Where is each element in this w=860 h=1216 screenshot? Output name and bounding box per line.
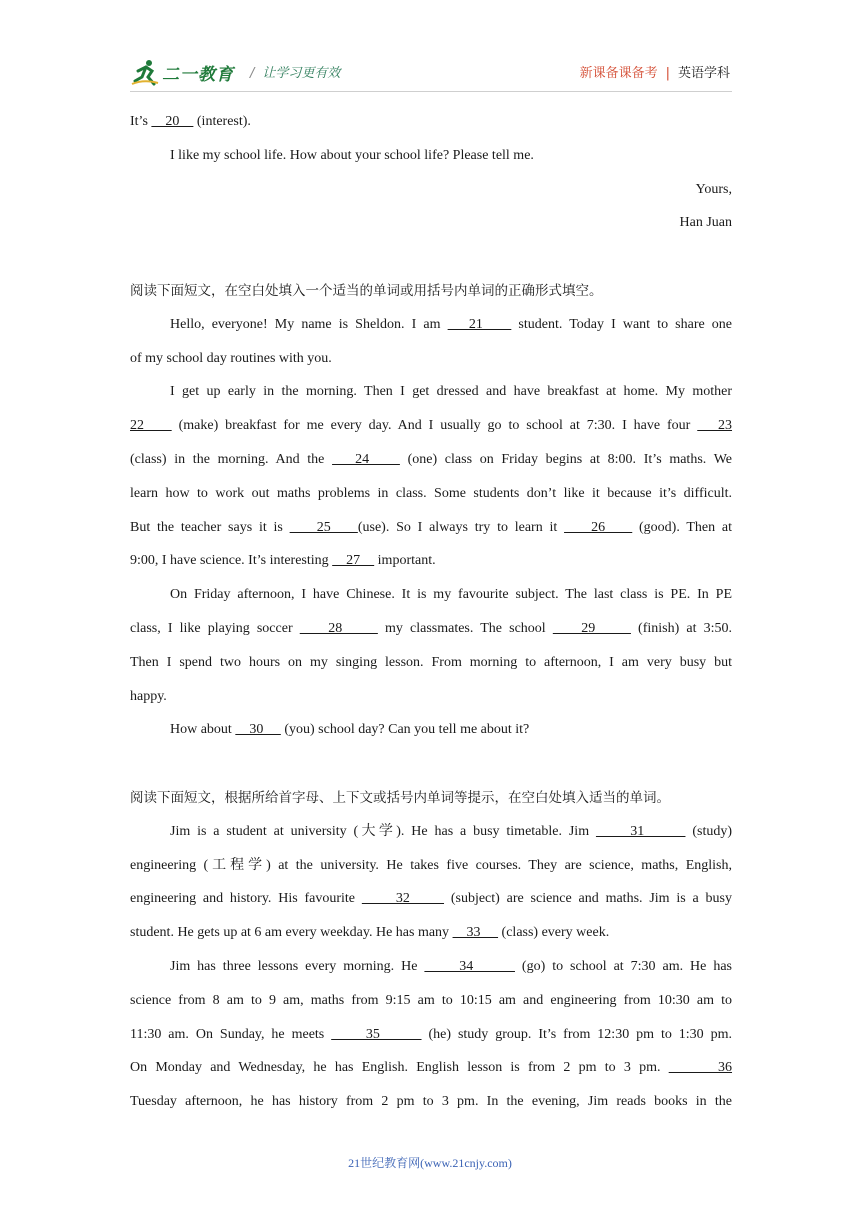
text-line bbox=[130, 1056, 732, 1090]
answer-blank: 28 bbox=[299, 620, 378, 636]
tag-right: 英语学科 bbox=[677, 66, 730, 81]
slogan-text: 让学习更有效 bbox=[262, 66, 341, 81]
text-run: Jim has three lessons every morning. He bbox=[170, 958, 425, 974]
text-run: (you) school day? Can you tell me about it? bbox=[280, 722, 530, 738]
logo bbox=[130, 52, 234, 92]
answer-blank: 36 bbox=[668, 1060, 733, 1076]
text-run: (one) class on Friday begins at 8:00. It’s maths. We bbox=[399, 451, 733, 467]
text-run: Yours, bbox=[695, 181, 732, 197]
text-line bbox=[130, 685, 732, 719]
answer-blank: 27 bbox=[332, 553, 375, 569]
text-run: (use). So I always try to learn it bbox=[357, 519, 565, 535]
text-run: student. He gets up at 6 am every weekday. He has many bbox=[130, 925, 453, 941]
text-run: of my school day routines with you. bbox=[130, 350, 332, 366]
page-footer: 21世纪教育网(www.21cnjy.com) bbox=[348, 1156, 512, 1170]
text-line bbox=[130, 313, 732, 347]
spacer bbox=[130, 752, 732, 786]
document-body bbox=[130, 110, 732, 1124]
text-line bbox=[130, 651, 732, 685]
text-run: (class) every week. bbox=[498, 925, 610, 941]
text-run: On Monday and Wednesday, he has English. English lesson is from 2 pm to 3 pm. bbox=[130, 1060, 669, 1076]
answer-blank: 26 bbox=[564, 519, 633, 535]
text-run: (go) to school at 7:30 am. He has bbox=[514, 958, 732, 974]
text-line bbox=[130, 1090, 732, 1124]
text-run: (subject) are science and maths. Jim is a busy bbox=[444, 891, 733, 907]
answer-blank: 20 bbox=[151, 114, 194, 129]
text-run: important. bbox=[374, 553, 436, 569]
section-instruction bbox=[130, 786, 732, 820]
page-header bbox=[130, 52, 730, 92]
text-line bbox=[130, 482, 732, 516]
answer-blank: 30 bbox=[235, 722, 281, 738]
text-run: Jim is a student at university (大学). He has a busy timetable. Jim bbox=[170, 823, 596, 839]
text-line bbox=[130, 549, 732, 583]
answer-blank: 23 bbox=[697, 418, 733, 434]
answer-blank: 29 bbox=[552, 620, 631, 636]
text-run: Tuesday afternoon, he has history from 2 pm to 3 pm. In the evening, Jim reads books in the bbox=[130, 1094, 732, 1110]
text-line bbox=[130, 211, 732, 245]
spacer bbox=[130, 245, 732, 279]
text-run: (he) study group. It’s from 12:30 pm to 1:30 pm. bbox=[421, 1026, 733, 1042]
section-instruction bbox=[130, 279, 732, 313]
answer-blank: 24 bbox=[332, 451, 400, 467]
answer-blank: 21 bbox=[447, 316, 512, 332]
text-line bbox=[130, 718, 732, 752]
answer-blank: 22 bbox=[130, 418, 172, 434]
text-run: On Friday afternoon, I have Chinese. It is my favourite subject. The last class is PE. In PE bbox=[170, 587, 732, 603]
text-line bbox=[130, 414, 732, 448]
answer-blank: 33 bbox=[452, 925, 499, 941]
text-run: It’s bbox=[130, 114, 152, 129]
text-line bbox=[130, 448, 732, 482]
text-run: (class) in the morning. And the bbox=[130, 451, 333, 467]
text-run: I like my school life. How about your school life? Please tell me. bbox=[170, 147, 534, 163]
text-run: But the teacher says it is bbox=[130, 519, 290, 535]
text-line bbox=[130, 178, 732, 212]
text-run: engineering and history. His favourite bbox=[130, 891, 362, 907]
text-line bbox=[130, 380, 732, 414]
text-run: I get up early in the morning. Then I get dressed and have breakfast at home. My mother bbox=[170, 384, 732, 400]
runner-logo-icon bbox=[130, 57, 160, 87]
text-line bbox=[130, 347, 732, 381]
text-run: (finish) at 3:50. bbox=[630, 620, 733, 636]
answer-blank: 31 bbox=[595, 823, 686, 839]
text-run: 阅读下面短文，根据所给首字母、上下文或括号内单词等提示，在空白处填入适当的单词。 bbox=[130, 789, 670, 806]
text-run: my classmates. The school bbox=[377, 620, 553, 636]
text-run: Hello, everyone! My name is Sheldon. I am bbox=[170, 316, 448, 332]
logo-text: 二一教育 bbox=[162, 64, 234, 85]
text-run: (make) breakfast for me every day. And I usually go to school at 7:30. I have four bbox=[171, 418, 698, 434]
text-run: (interest). bbox=[193, 114, 251, 129]
text-line bbox=[130, 583, 732, 617]
text-run: Han Juan bbox=[679, 215, 732, 231]
text-run: class, I like playing soccer bbox=[130, 620, 300, 636]
text-run: science from 8 am to 9 am, maths from 9:15 am to 10:15 am and engineering from 10:30 am to bbox=[130, 992, 732, 1008]
text-line bbox=[130, 854, 732, 888]
answer-blank: 34 bbox=[424, 958, 515, 974]
text-run: 11:30 am. On Sunday, he meets bbox=[130, 1026, 332, 1042]
text-line bbox=[130, 887, 732, 921]
text-line bbox=[130, 921, 732, 955]
text-line bbox=[130, 989, 732, 1023]
text-line bbox=[130, 516, 732, 550]
text-line bbox=[130, 1023, 732, 1057]
tag-left: 新课备课备考 bbox=[579, 66, 658, 81]
text-line bbox=[130, 617, 732, 651]
text-run: Then I spend two hours on my singing lesson. From morning to afternoon, I am very busy but bbox=[130, 654, 732, 670]
answer-blank: 35 bbox=[331, 1026, 422, 1042]
text-run: (study) bbox=[685, 823, 732, 839]
slogan: / 让学习更有效 bbox=[250, 66, 341, 81]
answer-blank: 25 bbox=[289, 519, 358, 535]
text-line bbox=[130, 110, 732, 144]
text-run: 阅读下面短文，在空白处填入一个适当的单词或用括号内单词的正确形式填空。 bbox=[130, 282, 603, 299]
text-run: happy. bbox=[130, 688, 167, 704]
text-run: student. Today I want to share one bbox=[511, 316, 733, 332]
text-run: (good). Then at bbox=[632, 519, 733, 535]
text-run: 9:00, I have science. It’s interesting bbox=[130, 553, 333, 569]
text-line bbox=[130, 144, 732, 178]
header-divider bbox=[130, 91, 732, 92]
text-line bbox=[130, 955, 732, 989]
text-run: How about bbox=[170, 722, 236, 738]
text-line bbox=[130, 820, 732, 854]
text-run: engineering (工程学) at the university. He takes five courses. They are science, maths, English, bbox=[130, 857, 732, 873]
header-tags: 新课备课备考 | 英语学科 bbox=[579, 66, 730, 81]
text-run: learn how to work out maths problems in class. Some students don’t like it because it’s difficult. bbox=[130, 485, 732, 501]
answer-blank: 32 bbox=[361, 891, 445, 907]
